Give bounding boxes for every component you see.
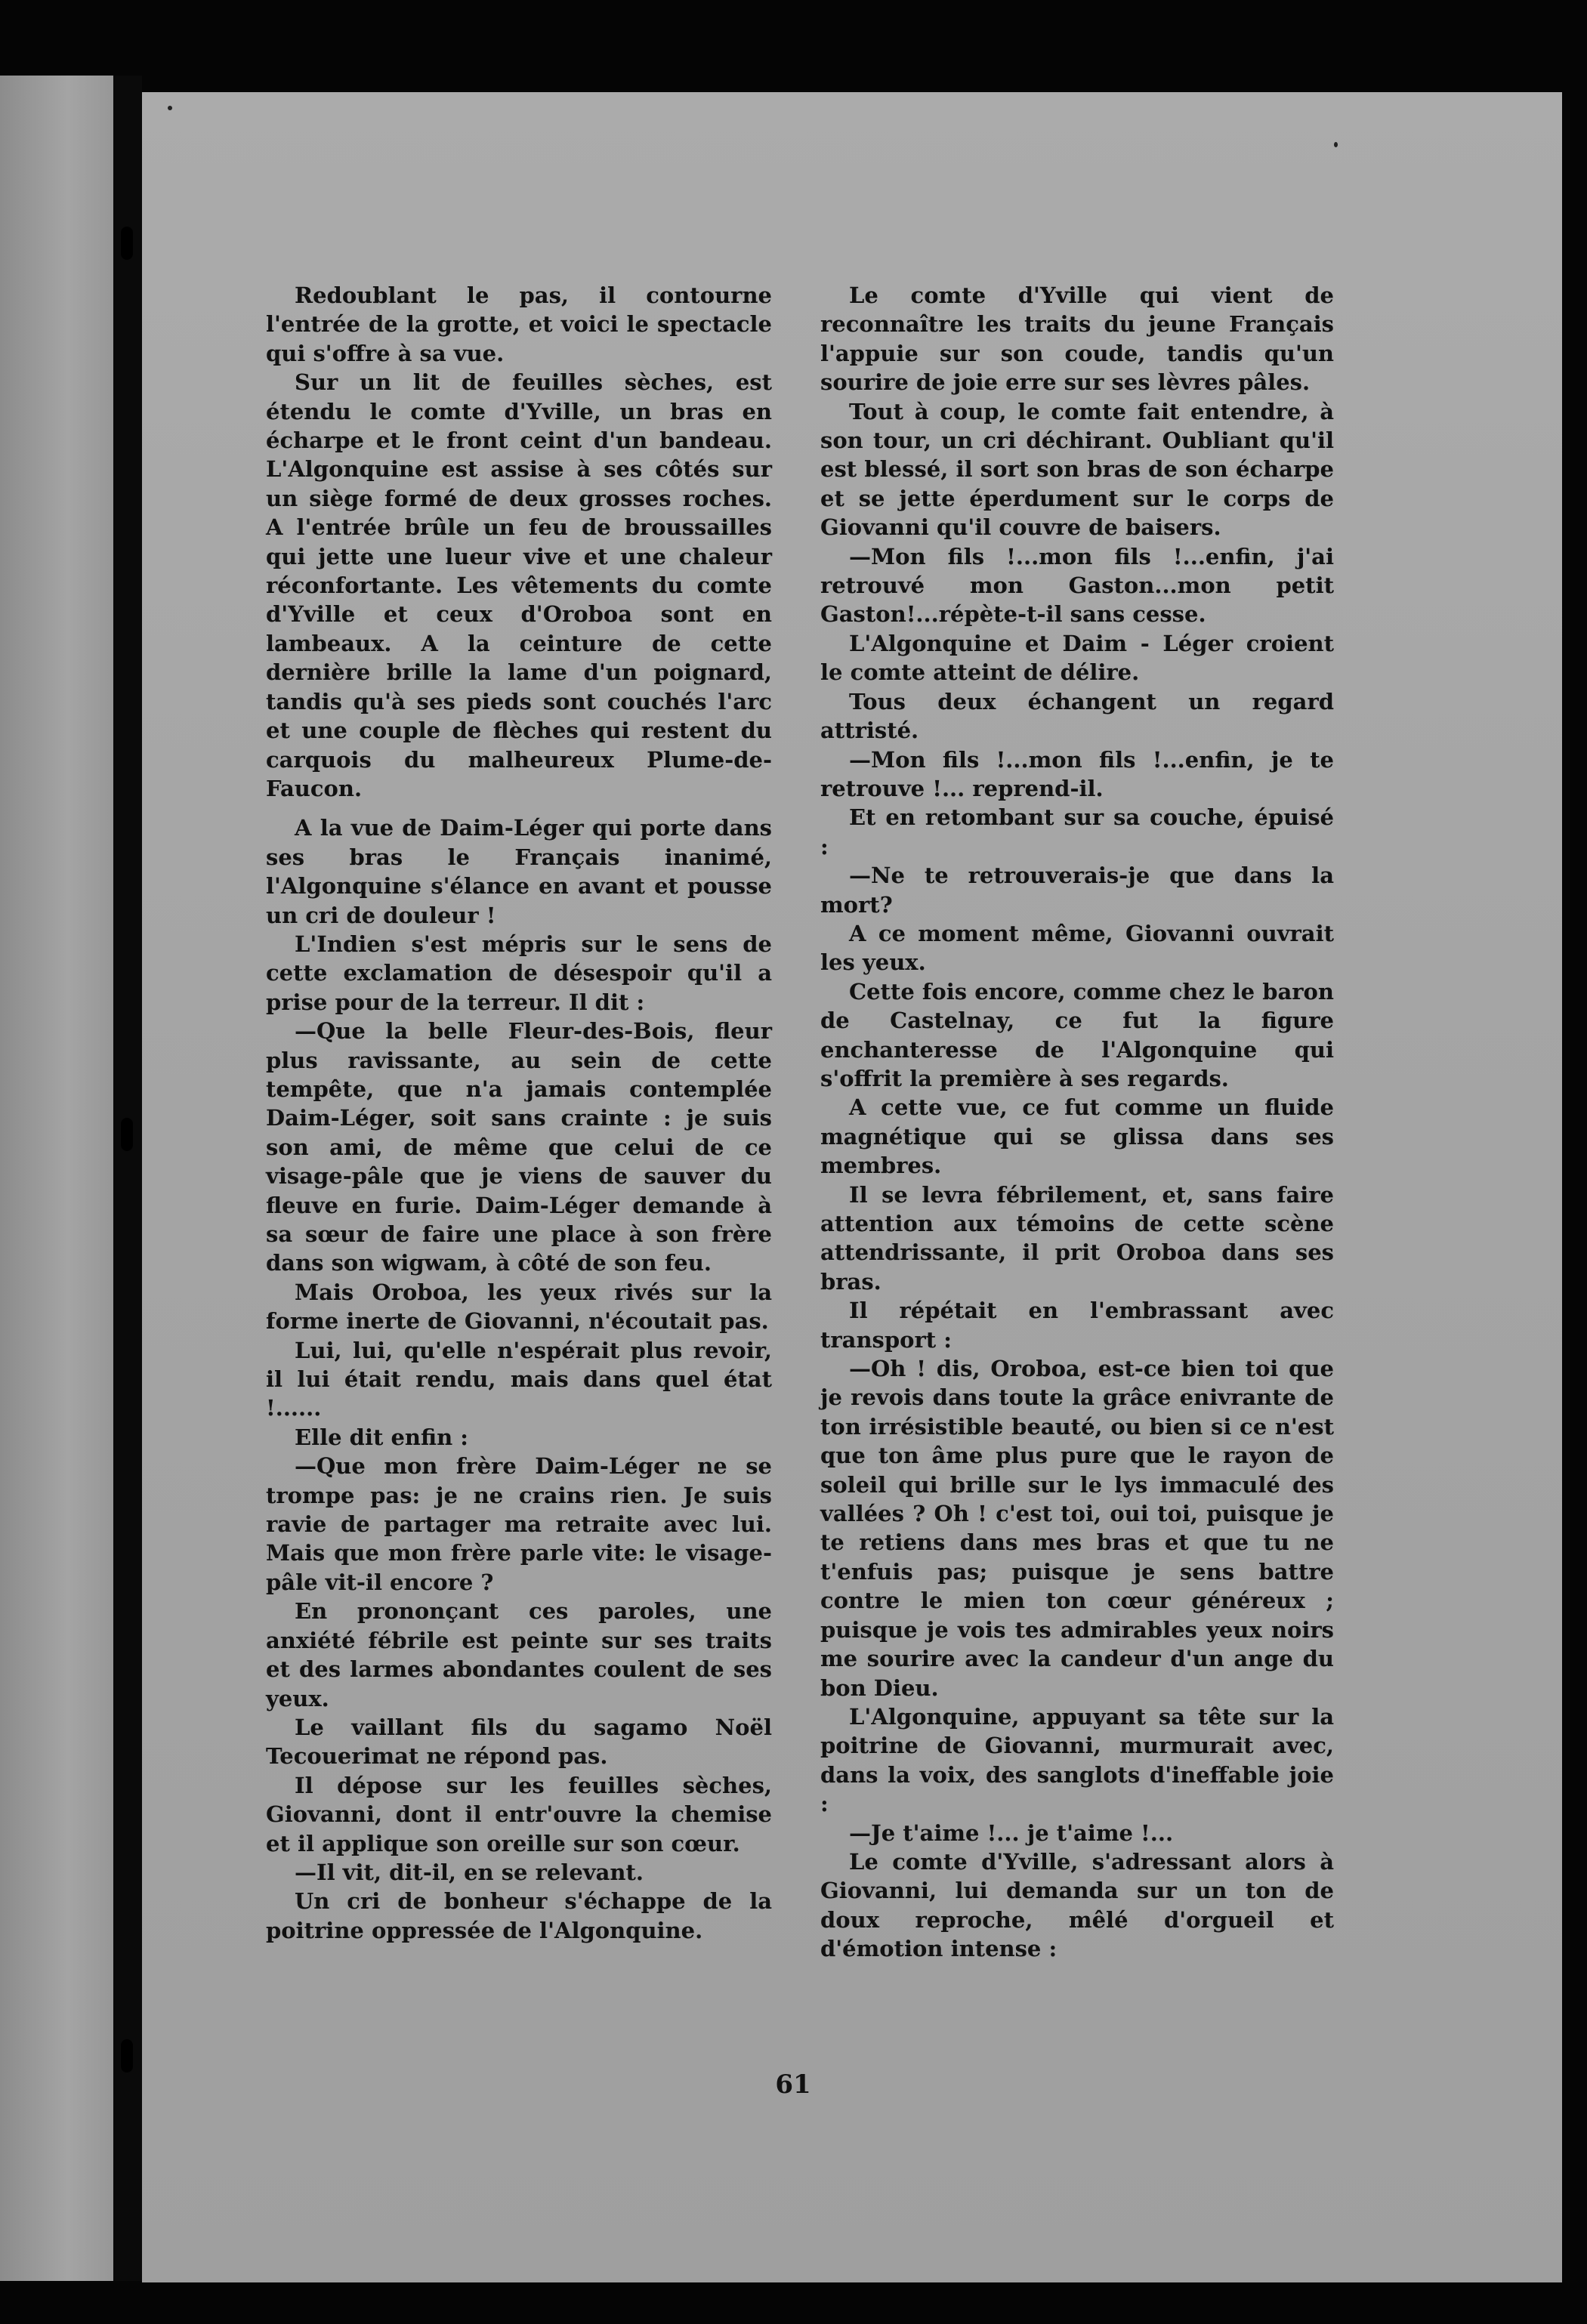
paragraph: —Je t'aime !... je t'aime !... [849, 1819, 1174, 1846]
paragraph: Elle dit enfin : [295, 1424, 468, 1450]
paragraph: Cette fois encore, comme chez le baron de Castelnay, ce fut la figure enchanteresse de l'Algonquine qui s'offrit la première à ses regards. [820, 978, 1334, 1091]
paragraph: —Il vit, dit-il, en se relevant. [295, 1859, 644, 1885]
paragraph: Il se levra fébrilement, et, sans faire attention aux témoins de cette scène attendrissante, il prit Oroboa dans ses bras. [820, 1181, 1334, 1295]
paragraph: Le vaillant fils du sagamo Noël Tecouerimat ne répond pas. [266, 1714, 772, 1770]
previous-page-edge [0, 76, 113, 2281]
paragraph: Redoublant le pas, il contourne l'entrée de la grotte, et voici le spectacle qui s'offre à sa vue. [266, 282, 772, 366]
binding-hole [121, 227, 133, 260]
paragraph: —Oh ! dis, Oroboa, est-ce bien toi que je revois dans toute la grâce enivrante de ton irrésistible beauté, ou bien si ce n'est que ton âme plus pure que le rayon de soleil qui brille sur le lys immaculé des vallées ? Oh ! c'est toi, oui toi, puisque je te retiens dans mes bras et que tu ne t'enfuis pas; puisque je sens battre contre le mien ton cœur généreux ; puisque je vois tes admirables yeux noirs me sourire avec la candeur d'un ange du bon Dieu. [820, 1356, 1334, 1701]
paragraph: Un cri de bonheur s'échappe de la poitrine oppressée de l'Algonquine. [266, 1888, 772, 1943]
paragraph: —Mon fils !...mon fils !...enfin, j'ai retrouvé mon Gaston...mon petit Gaston!...répète-t-il sans cesse. [820, 543, 1334, 628]
book-spine [113, 76, 142, 2281]
paragraph: En prononçant ces paroles, une anxiété fébrile est peinte sur ses traits et des larmes abondantes coulent de ses yeux. [266, 1598, 772, 1711]
paragraph: Tous deux échangent un regard attristé. [820, 688, 1334, 744]
paragraph: Sur un lit de feuilles sèches, est étendu le comte d'Yville, un bras en écharpe et le front ceint d'un bandeau. L'Algonquine est assise à ses côtés sur un siège formé de deux grosses roches. A l'entrée brûle un feu de broussailles qui jette une lueur vive et une chaleur réconfortante. Les vêtements du comte d'Yville et ceux d'Oroboa sont en lambeaux. A la ceinture de cette dernière brille la lame d'un poignard, tandis qu'à ses pieds sont couchés l'arc et une couple de flèches qui restent du carquois du malheureux Plume-de-Faucon. [266, 369, 772, 801]
paragraph: —Mon fils !...mon fils !...enfin, je te retrouve !... reprend-il. [820, 746, 1334, 801]
paragraph: A cette vue, ce fut comme un fluide magnétique qui se glissa dans ses membres. [820, 1094, 1334, 1179]
paragraph: L'Algonquine et Daim - Léger croient le comte atteint de délire. [820, 630, 1334, 686]
paragraph: —Que mon frère Daim-Léger ne se trompe pas: je ne crains rien. Je suis ravie de partager ma retraite avec lui. Mais que mon frère parle vite: le visage-pâle vit-il encore ? [266, 1453, 772, 1595]
page-number: 61 [775, 2069, 811, 2100]
paragraph: A ce moment même, Giovanni ouvrait les yeux. [820, 920, 1334, 976]
paragraph: Mais Oroboa, les yeux rivés sur la forme inerte de Giovanni, n'écoutait pas. [266, 1279, 772, 1335]
paragraph: —Que la belle Fleur-des-Bois, fleur plus ravissante, au sein de cette tempête, que n'a jamais contemplée Daim-Léger, soit sans crainte : je suis son ami, de même que celui de ce visage-pâle que je viens de sauver du fleuve en furie. Daim-Léger demande à sa sœur de faire une place à son frère dans son wigwam, à côté de son feu. [266, 1018, 772, 1276]
dust-speck [1334, 142, 1338, 147]
paragraph: Il répétait en l'embrassant avec transport : [820, 1298, 1334, 1353]
paragraph: Le comte d'Yville qui vient de reconnaître les traits du jeune Français l'appuie sur son coude, tandis qu'un sourire de joie erre sur ses lèvres pâles. [820, 282, 1334, 396]
paragraph: A la vue de Daim-Léger qui porte dans ses bras le Français inanimé, l'Algonquine s'élance en avant et pousse un cri de douleur ! [266, 815, 772, 928]
binding-hole [121, 1118, 133, 1151]
paragraph: L'Indien s'est mépris sur le sens de cette exclamation de désespoir qu'il a prise pour de la terreur. Il dit : [266, 931, 772, 1015]
paragraph: —Ne te retrouverais-je que dans la mort? [820, 863, 1334, 918]
paragraph: L'Algonquine, appuyant sa tête sur la poitrine de Giovanni, murmurait avec, dans la voix, des sanglots d'ineffable joie : [820, 1703, 1334, 1817]
left-text-column [266, 281, 772, 1945]
paragraph: Tout à coup, le comte fait entendre, à son tour, un cri déchirant. Oubliant qu'il est blessé, il sort son bras de son écharpe et se jette éperdument sur le corps de Giovanni qu'il couvre de baisers. [820, 398, 1334, 541]
paragraph: Le comte d'Yville, s'adressant alors à Giovanni, lui demanda sur un ton de doux reproche, mêlé d'orgueil et d'émotion intense : [820, 1848, 1334, 1962]
dust-speck [168, 106, 172, 110]
paragraph: Et en retombant sur sa couche, épuisé : [820, 804, 1334, 860]
paragraph: Lui, lui, qu'elle n'espérait plus revoir, il lui était rendu, mais dans quel état !...... [266, 1337, 772, 1421]
paragraph: Il dépose sur les feuilles sèches, Giovanni, dont il entr'ouvre la chemise et il applique son oreille sur son cœur. [266, 1772, 772, 1856]
right-text-column [820, 281, 1334, 1964]
binding-hole [121, 2039, 133, 2072]
